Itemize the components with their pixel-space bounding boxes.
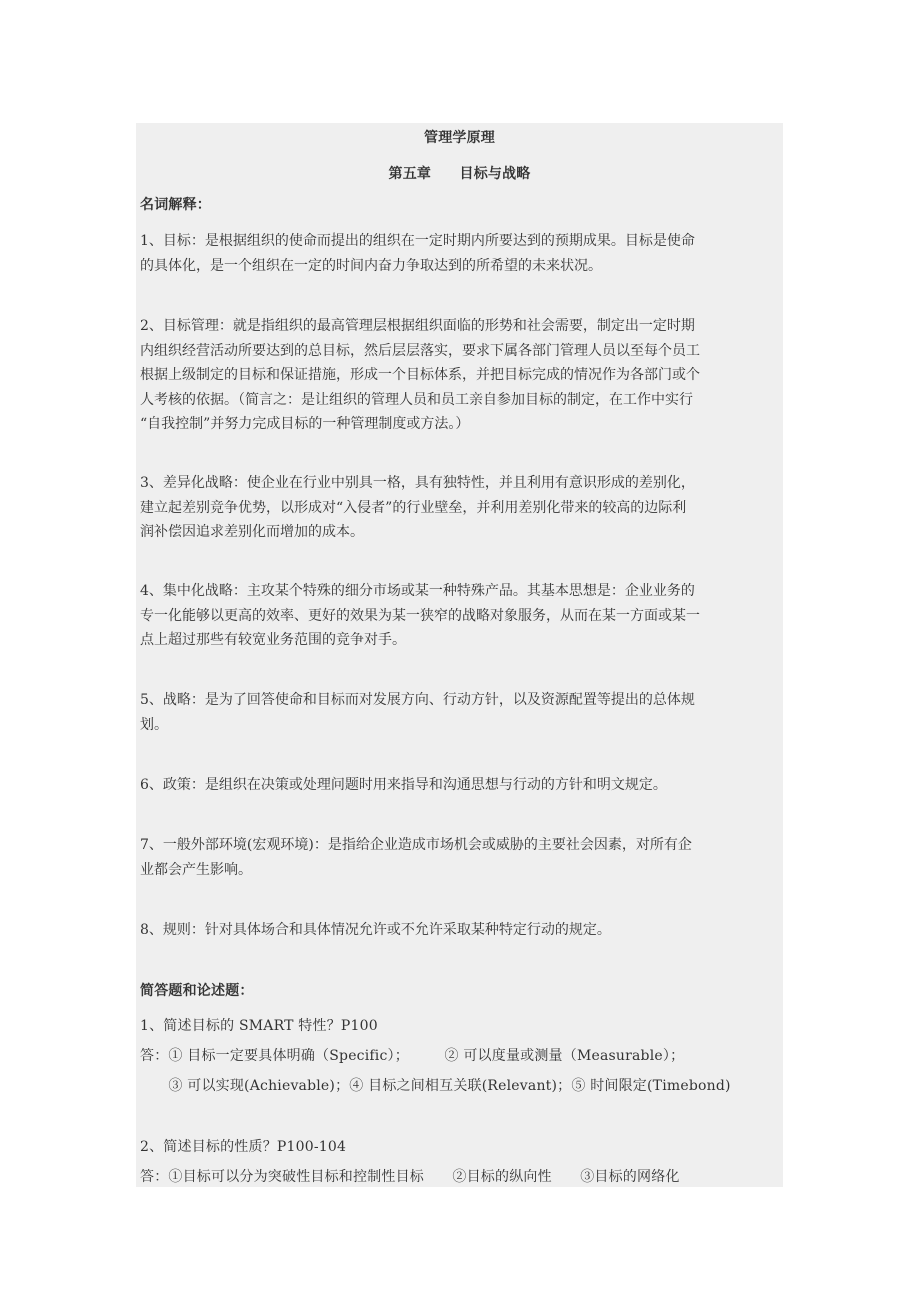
term-line: 专一化能够以更高的效率、更好的效果为某一狭窄的战略对象服务，从而在某一方面或某一 (140, 607, 700, 624)
term-line: “自我控制”并努力完成目标的一种管理制度或方法。） (140, 416, 470, 432)
term-item-5 (140, 688, 782, 737)
term-line: 润补偿因追求差别化而增加的成本。 (140, 524, 364, 540)
term-item-4 (140, 579, 782, 653)
answer-1-line-2: ③ 可以实现(Achievable)；④ 目标之间相互关联(Relevant)；⑤ 时间限定(Timebond) (140, 1078, 731, 1094)
question-1: 1、简述目标的 SMART 特性？P100 (140, 1018, 378, 1034)
term-line: 3、差异化战略：使企业在行业中别具一格，具有独特性，并且利用有意识形成的差别化， (140, 475, 695, 491)
term-item-8 (140, 918, 782, 943)
chapter-title: 第五章 目标与战略 (388, 166, 531, 182)
term-line: 4、集中化战略：主攻某个特殊的细分市场或某一种特殊产品。其基本思想是：企业业务的 (140, 583, 695, 599)
term-item-3 (140, 471, 782, 545)
term-item-2 (140, 314, 782, 437)
term-line: 根据上级制定的目标和保证措施，形成一个目标体系，并把目标完成的情况作为各部门或个 (140, 367, 700, 383)
term-line: 7、一般外部环境(宏观环境)：是指给企业造成市场机会或威胁的主要社会因素，对所有企 (140, 837, 692, 853)
term-line: 5、战略：是为了回答使命和目标而对发展方向、行动方针，以及资源配置等提出的总体规 (140, 692, 695, 708)
term-line: 1、目标：是根据组织的使命而提出的组织在一定时期内所要达到的预期成果。目标是使命 (140, 233, 695, 249)
answer-2-line-1: 答：①目标可以分为突破性目标和控制性目标 ②目标的纵向性 ③目标的网络化 (140, 1169, 680, 1185)
term-line: 建立起差别竞争优势，以形成对“入侵者”的行业壁垒，并利用差别化带来的较高的边际利 (140, 499, 687, 516)
term-line: 2、目标管理：就是指组织的最高管理层根据组织面临的形势和社会需要，制定出一定时期 (140, 318, 695, 334)
term-line: 点上超过那些有较宽业务范围的竞争对手。 (140, 632, 406, 648)
term-line: 业都会产生影响。 (140, 861, 252, 878)
term-item-1 (140, 229, 782, 278)
term-line: 的具体化，是一个组织在一定的时间内奋力争取达到的所希望的未来状况。 (140, 257, 602, 274)
question-2: 2、简述目标的性质？P100-104 (140, 1139, 347, 1155)
term-line: 划。 (140, 716, 168, 733)
term-item-6 (140, 773, 782, 798)
section-heading-questions: 简答题和论述题： (140, 983, 254, 999)
term-line: 人考核的依据。（简言之：是让组织的管理人员和员工亲自参加目标的制定，在工作中实行 (140, 391, 693, 408)
term-line: 6、政策：是组织在决策或处理问题时用来指导和沟通思想与行动的方针和明文规定。 (140, 777, 667, 793)
term-line: 8、规则：针对具体场合和具体情况允许或不允许采取某种特定行动的规定。 (140, 922, 611, 938)
document-title: 管理学原理 (424, 130, 495, 146)
answer-1-line-1: 答：① 目标一定要具体明确（Specific）； ② 可以度量或测量（Measurable）； (140, 1048, 685, 1064)
term-item-7 (140, 833, 782, 882)
term-line: 内组织经营活动所要达到的总目标，然后层层落实，要求下属各部门管理人员以至每个员工 (140, 342, 700, 359)
section-heading-terms: 名词解释： (140, 197, 211, 213)
